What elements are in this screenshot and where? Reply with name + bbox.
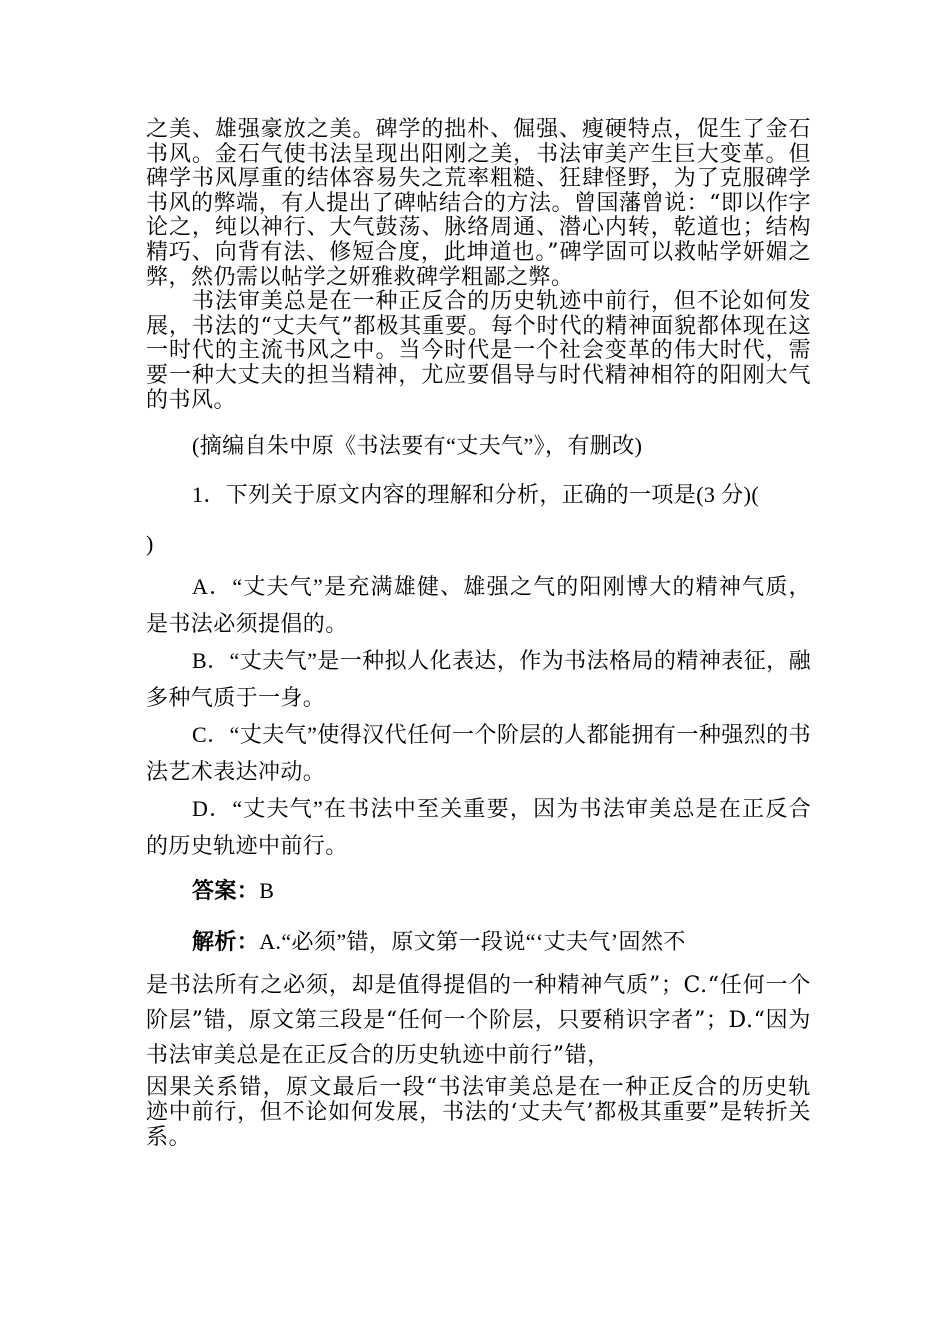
- question-stem: 1．下列关于原文内容的理解和分析，正确的一项是(3 分)(: [192, 482, 760, 508]
- document-page: [146, 118, 811, 1150]
- passage-paragraph-1: 之美、雄强豪放之美。碑学的拙朴、倔强、瘦硬特点，促生了金石书风。金石气使书法呈现出阳刚之美，书法审美产生巨大变革。但碑学书风厚重的结体容易失之荒率粗糙、狂肆怪野，为了克服碑学书风的弊端，有人提出了碑帖结合的方法。曾国藩曾说：“即以作字论之，纯以神行、大气鼓荡、脉络周通、潜心内转，乾道也；结构精巧、向背有法、修短合度，此坤道也。”碑学固可以救帖学妍媚之弊，然仍需以帖学之妍雅救碑学粗鄙之弊。: [146, 117, 811, 290]
- analysis-tail: 因果关系错，原文最后一段“书法审美总是在一种正反合的历史轨迹中前行，但不论如何发展，书法的‘丈夫气’都极其重要”是转折关系。: [146, 1075, 811, 1151]
- option-d: D．“丈夫气”在书法中至关重要，因为书法审美总是在正反合的历史轨迹中前行。: [146, 796, 811, 859]
- analysis-body: 是书法所有之必须，却是值得提倡的一种精神气质”；C.“任何一个阶层”错，原文第三段是“任何一个阶层，只要稍识字者”；D.“因为书法审美总是在正反合的历史轨迹中前行”错，: [146, 973, 811, 1069]
- answer-value: B: [259, 878, 275, 904]
- option-c: C．“丈夫气”使得汉代任何一个阶层的人都能拥有一种强烈的书法艺术表达冲动。: [146, 722, 811, 785]
- analysis-first-line: A.“必须”错，原文第一段说“‘丈夫气’固然不: [259, 929, 686, 955]
- analysis-label: 解析：: [192, 929, 260, 955]
- analysis-line-1: [146, 923, 811, 960]
- question-stem-close: ): [146, 531, 154, 557]
- passage-source: (摘编自朱中原《书法要有“丈夫气”》，有删改): [192, 433, 643, 459]
- answer-label: 答案：: [192, 878, 260, 904]
- passage-paragraph-2: 书法审美总是在一种正反合的历史轨迹中前行，但不论如何发展，书法的“丈夫气”都极其重要。每个时代的精神面貌都体现在这一时代的主流书风之中。当今时代是一个社会变革的伟大时代，需要一种大丈夫的担当精神，尤应要倡导与时代精神相符的阳刚大气的书风。: [146, 289, 811, 413]
- option-b: B．“丈夫气”是一种拟人化表达，作为书法格局的精神表征，融多种气质于一身。: [146, 648, 811, 711]
- option-a: A．“丈夫气”是充满雄健、雄强之气的阳刚博大的精神气质，是书法必须提倡的。: [146, 574, 811, 637]
- answer-line: [146, 872, 811, 909]
